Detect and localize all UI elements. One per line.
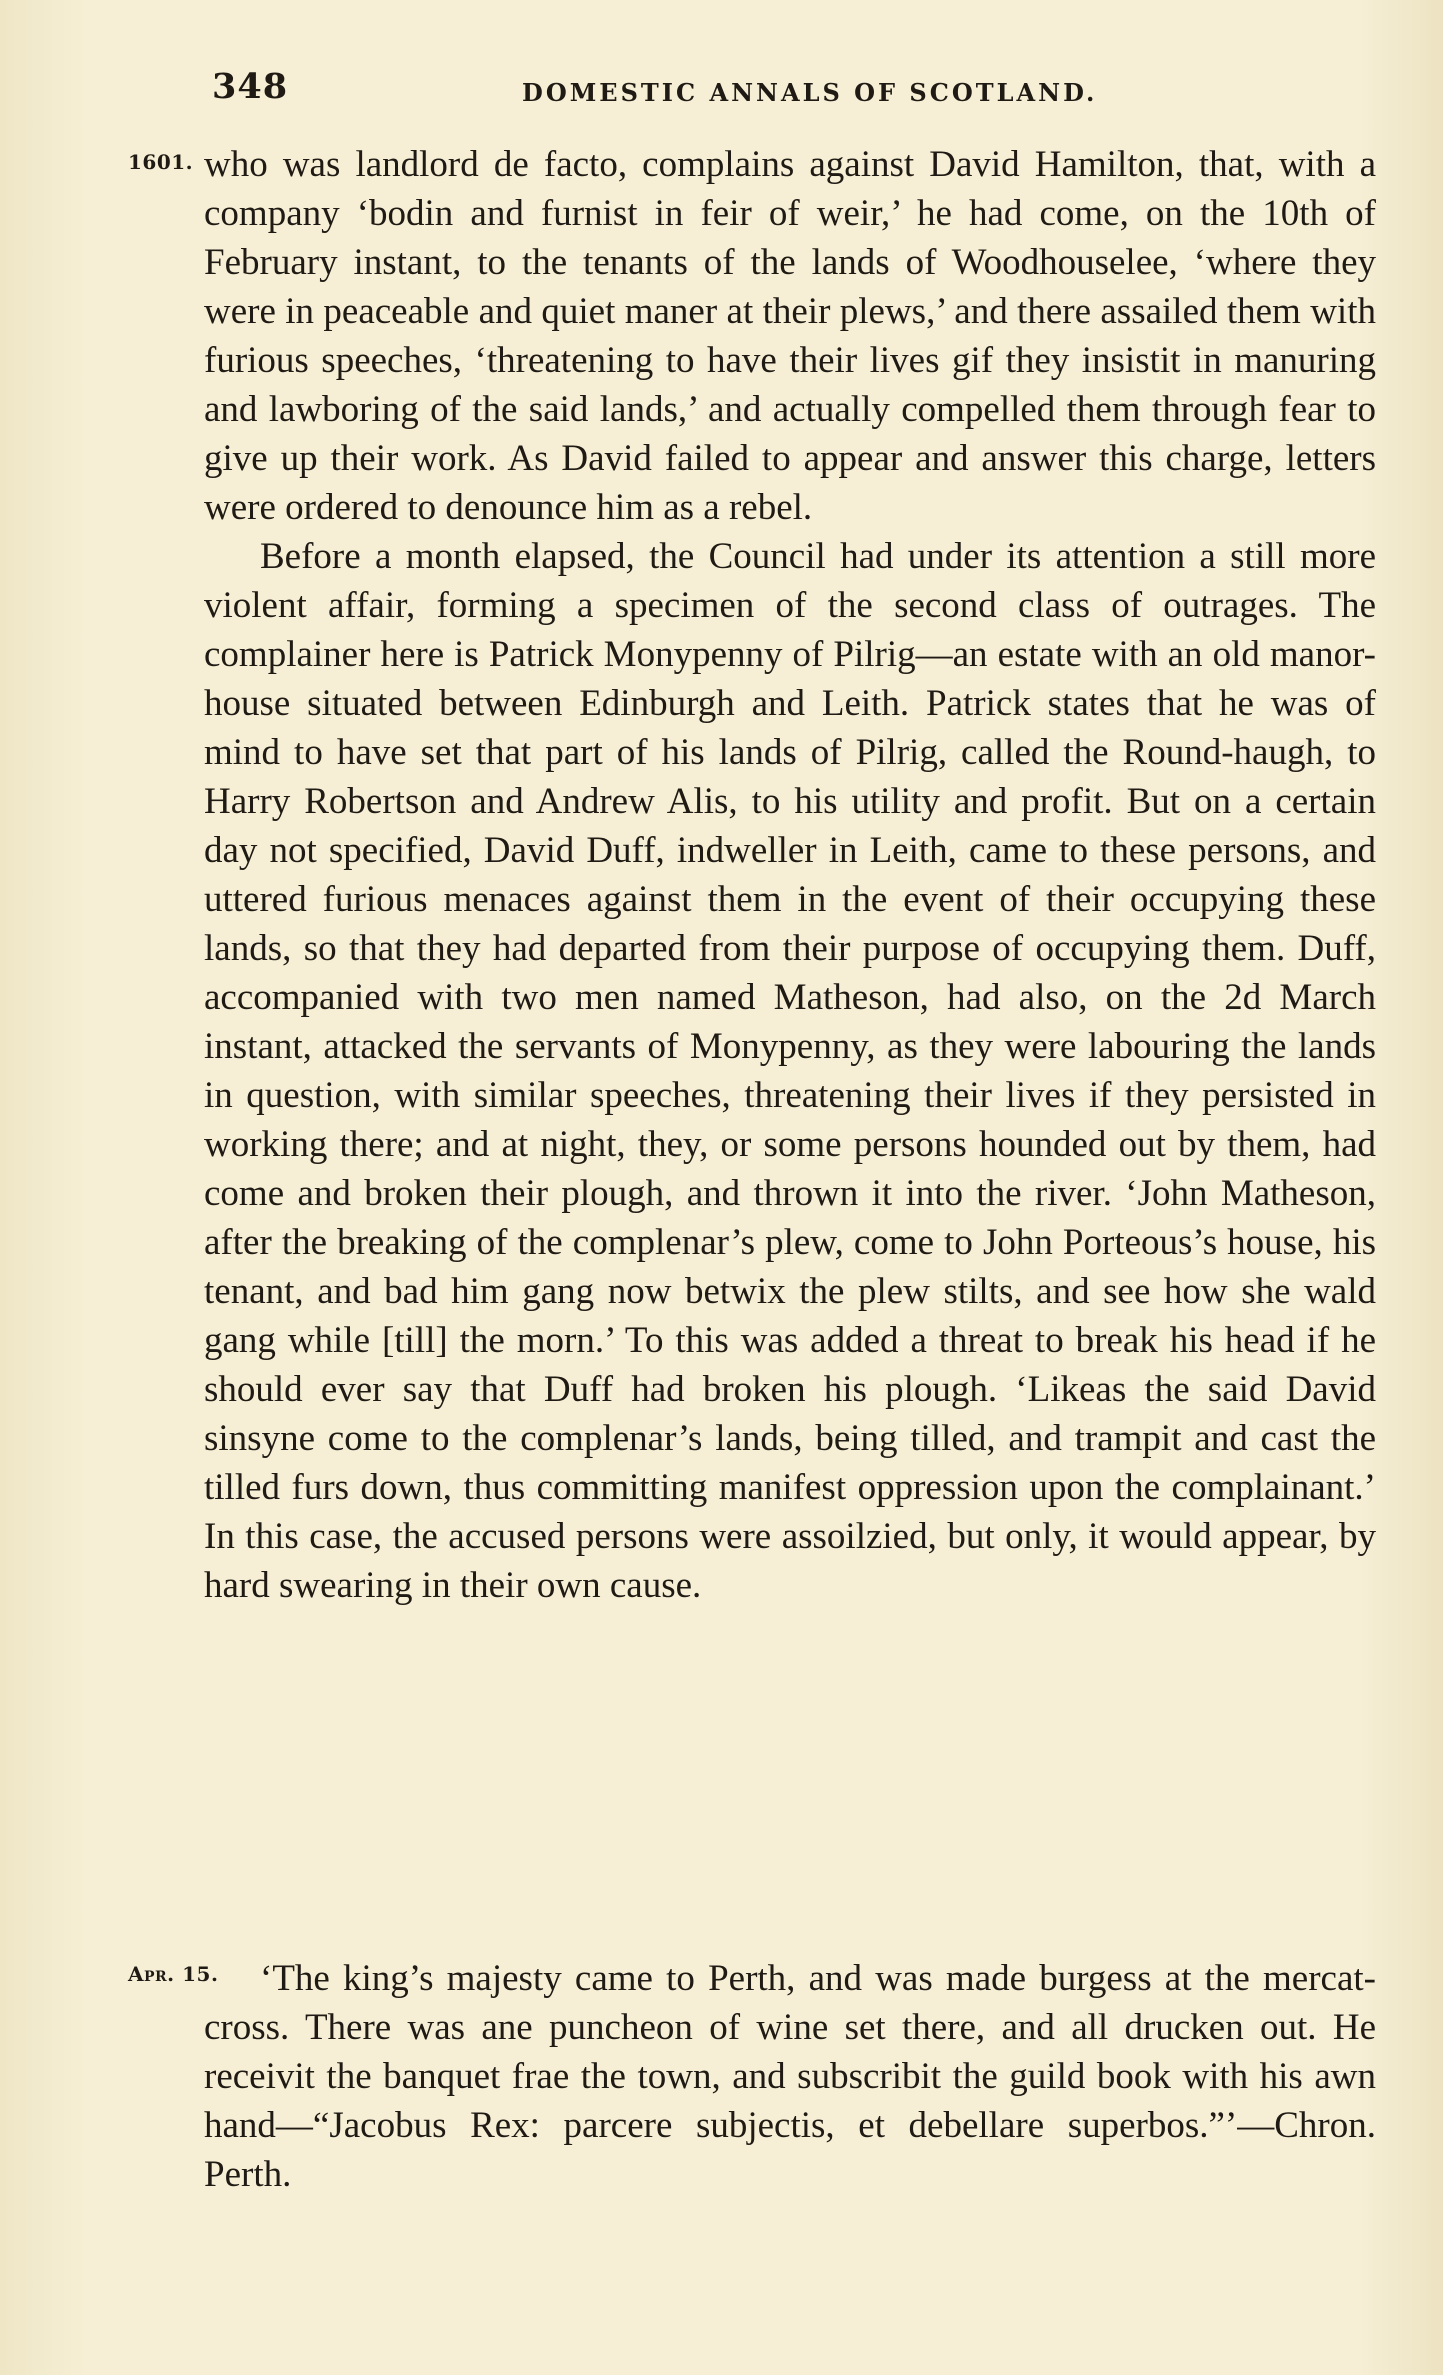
running-head <box>212 66 1312 116</box>
paragraph-3: ‘The king’s majesty came to Perth, and was made burgess at the mercat-cross. There was ane puncheon of wine set there, and all drucken out. He receivit the banquet frae the town, and subscribit the guild book with his awn hand—“Jacobus Rex: parcere subjectis, et debellare superbos.”’—Chron. Perth. <box>204 1958 1376 2195</box>
paragraph-2: Before a month elapsed, the Council had under its attention a still more violent affair, forming a specimen of the second class of outrages. The complainer here is Patrick Monypenny of Pilrig—an estate with an old manor-house situated between Edinburgh and Leith. Patrick states that he was of mind to have set that part of his lands of Pilrig, called the Round-haugh, to Harry Robertson and Andrew Alis, to his utility and profit. But on a certain day not specified, David Duff, indweller in Leith, came to these persons, and uttered furious menaces against them in the event of their occupying these lands, so that they had departed from their purpose of occupying them. Duff, accompanied with two men named Matheson, had also, on the 2d March instant, attacked the servants of Monypenny, as they were labouring the lands in question, with similar speeches, threatening their lives if they persisted in working there; and at night, they, or some persons hounded out by them, had come and broken their plough, and thrown it into the river. ‘John Matheson, after the breaking of the complenar’s plew, come to John Porteous’s house, his tenant, and bad him gang now betwix the plew stilts, and see how she wald gang while [till] the morn.’ To this was added a threat to break his head if he should ever say that Duff had broken his plough. ‘Likeas the said David sinsyne come to the complenar’s lands, being tilled, and trampit and cast the tilled furs down, thus committing manifest oppression upon the complainant.’ In this case, the accused persons were assoilzied, but only, it would appear, by hard swearing in their own cause. <box>204 536 1376 1606</box>
main-text <box>204 140 1376 1610</box>
page-number: 348 <box>212 66 289 107</box>
margin-year: 1601. <box>128 150 194 174</box>
margin-date: Apr. 15. <box>128 1962 219 1986</box>
running-title: DOMESTIC ANNALS OF SCOTLAND. <box>522 78 1098 107</box>
quote-text <box>204 1954 1376 2199</box>
paragraph-1: who was landlord de facto, complains against David Hamilton, that, with a company ‘bodin and furnist in feir of weir,’ he had come, on the 10th of February instant, to the tenants of the lands of Woodhouselee, ‘where they were in peaceable and quiet maner at their plews,’ and there assailed them with furious speeches, ‘threatening to have their lives gif they insistit in manuring and lawboring of the said lands,’ and actually compelled them through fear to give up their work. As David failed to appear and answer this charge, letters were ordered to denounce him as a rebel. <box>204 144 1376 528</box>
